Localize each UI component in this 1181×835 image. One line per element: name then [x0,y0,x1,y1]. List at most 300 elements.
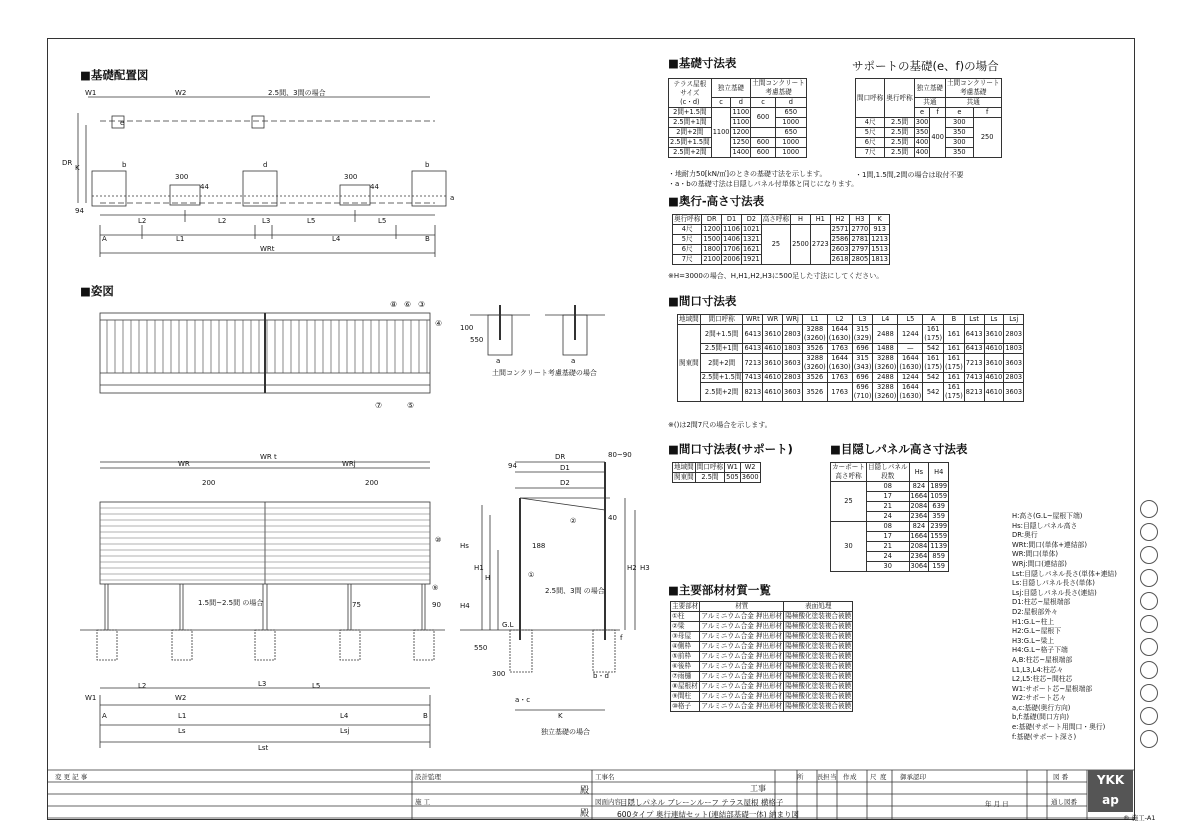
tb-stamp-3: 当 [830,773,837,781]
ft-cell: 7213 [964,354,984,373]
plan-span-note: 2.5間、3間の場合 [268,89,326,97]
title-foundation-layout: ■基礎配置図 [80,68,149,82]
tb-stamp-0: 所 [797,773,804,781]
tb-stamp-7: 度 [880,773,887,781]
ft-cell: 2803 [1004,325,1024,344]
pt-cell: 639 [929,502,949,512]
st-r3d: 350 [945,148,973,158]
side-dr: DR [555,453,566,461]
ft-cell: 3610 [763,354,783,373]
ft-cell: 3603 [783,383,803,402]
st-r2d: 300 [945,138,973,148]
plan-d: d [263,161,268,169]
mt-cell: 陽極酸化塗装複合被膜 [785,692,852,700]
ft-header: L1 [802,315,827,325]
pt-cell: 2364 [910,552,928,560]
pt-cell: 30 [866,562,909,572]
ft-cell: 542 [923,373,944,383]
ft-note1: ・地耐力50[kN/㎡]のときの基礎寸法を示します。 [668,170,827,178]
plan-l4: L4 [332,235,341,243]
pt-cell: 1559 [930,532,948,540]
plan-44b: 44 [370,183,379,191]
legend-item: D1:柱芯~屋根端部 [1012,598,1071,607]
ft-r0: 2間+1.5間 [669,108,712,118]
mt-cell: 陽極酸化塗装複合被膜 [785,642,852,650]
front-n9: ⑨ [432,584,439,592]
tb-drawing-name2: 600タイプ 奥行連結セット(連結部基礎一体) 納まり図 [617,810,800,819]
tb-stamp-6: 尺 [870,773,877,781]
legend-item: A,B:柱芯~屋根端部 [1012,655,1073,664]
ft-header: WRt [743,315,763,325]
dt-h8: H3 [850,215,870,225]
legend-item: W1:サポート芯~屋根端部 [1012,684,1093,693]
mt-cell: 陽極酸化塗装複合被膜 [785,682,852,690]
plan-300a: 300 [175,173,189,181]
ft-header: WRj [783,315,803,325]
ft-cell: 3288 (3260) [803,325,826,342]
mt-cell: 陽極酸化塗装複合被膜 [785,652,852,660]
dt-height: 25 [761,225,790,265]
plan-a: a [450,194,455,202]
dt-r1-5: 2781 [851,235,869,243]
side-ac: a・c [515,696,531,704]
foundation-plan-drawing [62,85,460,260]
dt-r1-1: 1500 [703,235,721,243]
index-circle [1140,569,1158,587]
ft-header: L2 [827,315,852,325]
front-wr: WR [178,460,190,468]
plan-44a: 44 [200,183,209,191]
title-materials: ■主要部材材質一覧 [668,583,771,597]
ft-cell: 161 (175) [945,354,963,371]
plan-l3: L3 [262,217,271,225]
elev-n5: ⑤ [407,401,415,410]
elevation-drawing [95,300,455,410]
title-panel-height: ■目隠しパネル高さ寸法表 [830,442,968,456]
mt-cell: ③母屋 [671,632,700,642]
ft-cell: 1244 [898,373,923,383]
ft-cell: 315 (343) [853,354,872,371]
support-table [855,78,1002,158]
ft-r3d: 1250 [732,138,750,146]
ykk-ap-logo: YKK ap [1088,770,1133,812]
tb-supervisor: 設計監理 [415,773,441,781]
front-200a: 200 [202,479,216,487]
ft-cell: 3288 (3260) [874,383,897,400]
ft-cell: 3526 [802,383,827,402]
index-circle [1140,615,1158,633]
ft-r1: 2.5間+1間 [669,118,712,128]
ft-cell: 6413 [743,325,763,344]
dt-r1-6: 1213 [871,235,888,243]
mt-cell: アルミニウム合金 押出形材 [701,692,783,700]
ft-cell: 696 [852,373,873,383]
plan-w2: W2 [175,89,187,97]
st-r1a: 5尺 [856,128,885,138]
ft-cell: 4610 [764,373,782,381]
ft-r3: 2.5間+1.5間 [670,138,710,146]
fs-h2: W1 [725,463,741,473]
dt-r3-1: 2100 [703,255,721,263]
dt-r0-1: 1200 [703,225,721,233]
ft-d: d [731,98,751,108]
tb-project-suffix: 工事 [750,784,766,793]
side-550: 550 [474,644,488,652]
pt-cell: 1664 [910,532,928,540]
side-h3: H3 [640,564,650,572]
pt-cell: 08 [866,482,909,492]
ft-cell: 1803 [784,344,801,352]
st-r2a: 6尺 [856,138,885,148]
front-b: B [423,712,428,720]
fs-h3: W2 [740,463,760,473]
plan-b2: b [425,161,430,169]
ft-header: L5 [898,315,923,325]
side-h: H [485,574,491,582]
front-l3: L3 [258,680,267,688]
dt-r0-4: 2571 [831,225,849,233]
ft-r2: 2間+2間 [669,128,712,138]
ft-header: Ls [984,315,1004,325]
title-frontage: ■間口寸法表 [668,294,737,308]
ft-cell: 161 (175) [924,354,943,371]
ft-cell: 1644 (1630) [828,325,851,342]
legend-item: L1,L3,L4:柱芯々 [1012,665,1064,674]
side-94: 94 [508,462,517,470]
st-h2: 奥行呼称 [885,79,914,118]
plan-dr: DR [62,159,73,167]
ft-cell: 4610 [764,344,782,352]
ft-cell: 6413 [965,344,983,352]
tb-stamp-1: 長 [817,773,824,781]
plan-l1: L1 [176,235,185,243]
ft-r4: 2.5間+2間 [669,148,712,158]
dt-r3-3: 1921 [742,255,760,263]
ft-note2: ・a・bの基礎寸法は目隠しパネル付単体と同じになります。 [668,180,859,188]
pt-cell: 1664 [910,492,928,500]
front-a: A [102,712,107,720]
side-n1: ① [528,571,535,579]
plan-l2b: L2 [218,217,227,225]
ft-header: 間口呼称 [700,315,743,325]
slab-550: 550 [470,336,484,344]
pt-h3: H4 [929,463,949,482]
ft-cell: 7213 [743,354,763,373]
frontage-note: ※()は2間7尺の場合を示します。 [668,421,772,429]
dt-r3-4: 2618 [831,255,849,263]
ft-cell: 161 [944,344,965,354]
mt-cell: ②梁 [671,622,700,632]
front-200b: 200 [365,479,379,487]
ft-cell: 2803 [1005,373,1023,381]
mt-cell: アルミニウム合金 押出形材 [701,632,783,640]
fs-r3: 3600 [741,473,759,481]
pt-cell: 2084 [910,542,928,550]
ft-cell: — [898,344,923,354]
pt-height: 25 [831,482,867,522]
ft-d2: d [775,98,806,108]
ft-c2-m0: 600 [751,108,776,128]
plan-w1: W1 [85,89,97,97]
legend-item: H2:G.L~屋根下 [1012,627,1062,636]
legend-item: Hs:目隠しパネル高さ [1012,521,1078,530]
dt-h2: D1 [722,215,742,225]
elev-n3: ③ [418,300,426,309]
index-circle [1140,684,1158,702]
ft-r4d2: 1000 [775,148,806,158]
dt-h7: H2 [830,215,850,225]
st-h4: 土間コンクリート 考慮基礎 [946,79,1000,96]
legend-item: D2:屋根部外々 [1012,607,1058,616]
front-ls: Ls [178,727,186,735]
dt-h1m: 2723 [810,225,830,265]
title-support-foundation: サポートの基礎(e、f)の場合 [852,59,999,73]
side-range: 80~90 [608,451,632,459]
mt-cell: ⑦雨樋 [671,672,700,682]
mt-h2: 表面処理 [784,602,853,612]
ft-r3d2: 1000 [775,138,806,148]
mt-cell: アルミニウム合金 押出形材 [701,612,783,620]
ft-cell: 4610 [763,383,783,402]
legend-item: H:高さ(G.L~屋根下端) [1012,512,1083,520]
title-frontage-support: ■間口寸法表(サポート) [668,442,793,456]
front-n10: ⑩ [435,536,442,544]
side-k: K [558,712,563,720]
dt-r1-4: 2586 [831,235,849,243]
pt-cell: 17 [866,532,909,542]
st-r0b: 2.5間 [885,118,914,128]
st-r0d: 300 [945,118,973,128]
mt-cell: アルミニウム合金 押出形材 [701,642,783,650]
legend-item: e:基礎(サポート用間口・奥行) [1012,723,1106,732]
index-circle [1140,638,1158,656]
mt-cell: ⑤前枠 [671,652,700,662]
st-f2: f [973,108,1001,118]
ft-cell: 3603 [1004,383,1024,402]
pt-h1: 目隠しパネル 段数 [867,463,908,480]
pt-cell: 1059 [930,492,948,500]
dt-h: 2500 [791,225,811,265]
title-block-lines [47,770,1135,820]
depth-table [672,214,890,265]
ft-header: B [944,315,965,325]
tb-dono2: 殿 [580,809,590,819]
pt-cell: 3064 [910,562,928,570]
dt-r3-2: 2006 [723,255,740,263]
pt-cell: 2399 [930,522,948,530]
st-common2: 共通 [945,98,1001,108]
ft-c2: c [751,98,776,108]
legend-item: W2:サポート芯々 [1012,694,1067,703]
st-r1d: 350 [945,128,973,138]
ft-cell: 161 [944,373,965,383]
mt-cell: ④側枠 [671,642,700,652]
legend-item: Lsj:目隠しパネル長さ(連結) [1012,588,1097,597]
mt-cell: 陽極酸化塗装複合被膜 [785,612,852,620]
ft-c2-m2: 600 [751,148,776,158]
ft-cell: 542 [923,344,944,354]
ft-r1d: 1100 [732,118,750,126]
tb-stamp-4: 作 [843,773,850,781]
st-common1: 共通 [914,98,945,108]
mt-cell: アルミニウム合金 押出形材 [701,702,783,710]
mt-cell: アルミニウム合金 押出形材 [701,652,783,660]
mt-cell: アルミニウム合金 押出形材 [701,672,783,680]
pt-cell: 2364 [910,512,928,520]
pt-cell: 21 [866,502,909,512]
front-span1: 1.5間~2.5間 の場合 [198,599,264,607]
side-bd: b・d [593,672,609,680]
front-wrt: WR t [260,453,277,461]
ft-h1: テラス屋根 サイズ (c・d) [669,79,712,108]
title-foundation-dims: ■基礎寸法表 [668,56,737,70]
index-circle [1140,546,1158,564]
ft-cell: 7413 [744,373,762,381]
title-elevation: ■姿図 [80,284,114,298]
side-h1: H1 [474,564,484,572]
ft-cell: 3610 [984,325,1004,344]
ft-cell: 2.5間+1.5間 [701,373,742,381]
dt-r2-3: 1621 [742,245,760,253]
st-r2b: 2.5間 [885,138,914,148]
side-188: 188 [532,542,546,550]
mt-cell: ⑥後枠 [671,662,700,672]
ft-cell: 161 [944,325,965,344]
ft-header: Lsj [1004,315,1024,325]
mt-cell: 陽極酸化塗装複合被膜 [785,672,852,680]
st-r0c: 300 [915,118,929,126]
dt-h9: K [870,215,890,225]
tb-stamp-5: 成 [850,773,857,781]
ft-c: c [711,98,731,108]
side-hs: Hs [460,542,469,550]
tb-drawing-label: 図面内容 [595,798,621,806]
tb-date: 年 月 日 [985,800,1009,808]
plan-wrt: WRt [260,245,275,253]
dt-r1-0: 5尺 [673,235,702,245]
side-h4: H4 [460,602,470,610]
mt-cell: アルミニウム合金 押出形材 [701,662,783,670]
side-n2: ② [570,517,577,525]
dt-r2-1: 1800 [703,245,721,253]
pt-cell: 21 [866,542,909,552]
pt-cell: 24 [866,552,909,562]
plan-pa: A [102,235,107,243]
pt-h0: カーポート 高さ呼称 [832,463,865,480]
slab-a1: a [496,357,501,365]
st-h1: 間口呼称 [856,79,885,118]
ft-cell: 1488 [873,344,898,354]
dt-r0-3: 1021 [742,225,760,233]
legend-item: b,f:基礎(間口方向) [1012,713,1069,722]
dt-h0: 奥行呼称 [674,215,701,223]
tb-drawing-no-label: 図 番 [1053,773,1069,781]
side-d2: D2 [560,479,570,487]
ft-cell: 3526 [802,344,827,354]
legend-item: Lst:目隠しパネル長さ(単体+連結) [1012,569,1117,578]
mt-h1: 材質 [700,602,784,612]
ft-cell: 1644 (1630) [899,383,922,400]
ft-header: L3 [852,315,873,325]
legend-item: H4:G.L~格子下端 [1012,646,1068,655]
st-e1: e [914,108,930,118]
tb-project-label: 工事名 [595,773,615,781]
st-note: ・1間,1.5間,2間の場合は取付不要 [855,171,964,179]
mt-cell: 陽極酸化塗装複合被膜 [785,632,852,640]
side-d1: D1 [560,464,570,472]
plan-k: K [75,164,80,172]
plan-l5: L5 [307,217,316,225]
slab-100: 100 [460,324,474,332]
panel-height-table [830,462,949,572]
ft-cell: 161 (175) [924,325,943,342]
ft-r1d2: 1000 [775,118,806,128]
ft-cell: 161 (175) [945,383,963,400]
dt-r0-5: 2770 [851,225,869,233]
index-circle [1140,661,1158,679]
ft-header: 地域間 [679,315,699,323]
ft-cell: 3526 [802,373,827,383]
mt-cell: アルミニウム合金 押出形材 [701,682,783,690]
plan-e: e [120,119,125,127]
ft-cell: 7413 [965,373,983,381]
ft-r0d: 1100 [732,108,750,116]
materials-table [670,601,853,712]
tb-revision: 変 更 記 事 [55,773,88,781]
tb-construction: 施 工 [415,798,431,806]
st-r0a: 4尺 [856,118,885,128]
legend-item: Ls:目隠しパネル長さ(単体) [1012,579,1095,588]
index-circle [1140,730,1158,748]
foundation-table [668,78,807,158]
elev-n4: ④ [435,319,443,328]
front-l5: L5 [312,682,321,690]
frontage-support-table [672,462,761,483]
ft-header: Lst [964,315,984,325]
ft-cell: 696 (710) [853,383,872,400]
title-depth-height: ■奥行-高さ寸法表 [668,194,765,208]
dt-r2-0: 6尺 [673,245,702,255]
ft-cell: 1763 [827,344,852,354]
dt-h6: H1 [810,215,830,225]
ft-cell: 2488 [873,373,898,383]
front-90: 90 [432,601,441,609]
pt-cell: 08 [866,522,909,532]
st-r1b: 2.5間 [885,128,914,138]
ft-cell: 2.5間+1間 [700,344,743,354]
ft-cell: 8213 [743,383,763,402]
elev-n7: ⑦ [375,401,383,410]
legend-item: WRt:間口(単体+連結部) [1012,540,1087,549]
dt-r0-6: 913 [870,225,890,235]
mt-cell: 陽極酸化塗装複合被膜 [785,622,852,630]
ft-header: A [923,315,944,325]
index-circle [1140,523,1158,541]
index-circle [1140,500,1158,518]
ft-r4d: 1400 [732,148,750,156]
ft-h3: 土間コンクリート 考慮基礎 [752,79,805,96]
pt-cell: 859 [929,552,949,562]
ft-cell: 3603 [1004,354,1024,373]
fs-r0: 関東間 [674,473,694,481]
ft-cell: 3610 [763,325,783,344]
fs-r1: 2.5間 [695,473,724,483]
front-l1: L1 [178,712,187,720]
dt-r3-5: 2805 [851,255,869,263]
ft-cell: 2.5間+2間 [700,383,743,402]
front-lst: Lst [258,744,269,752]
pt-height: 30 [831,522,867,572]
